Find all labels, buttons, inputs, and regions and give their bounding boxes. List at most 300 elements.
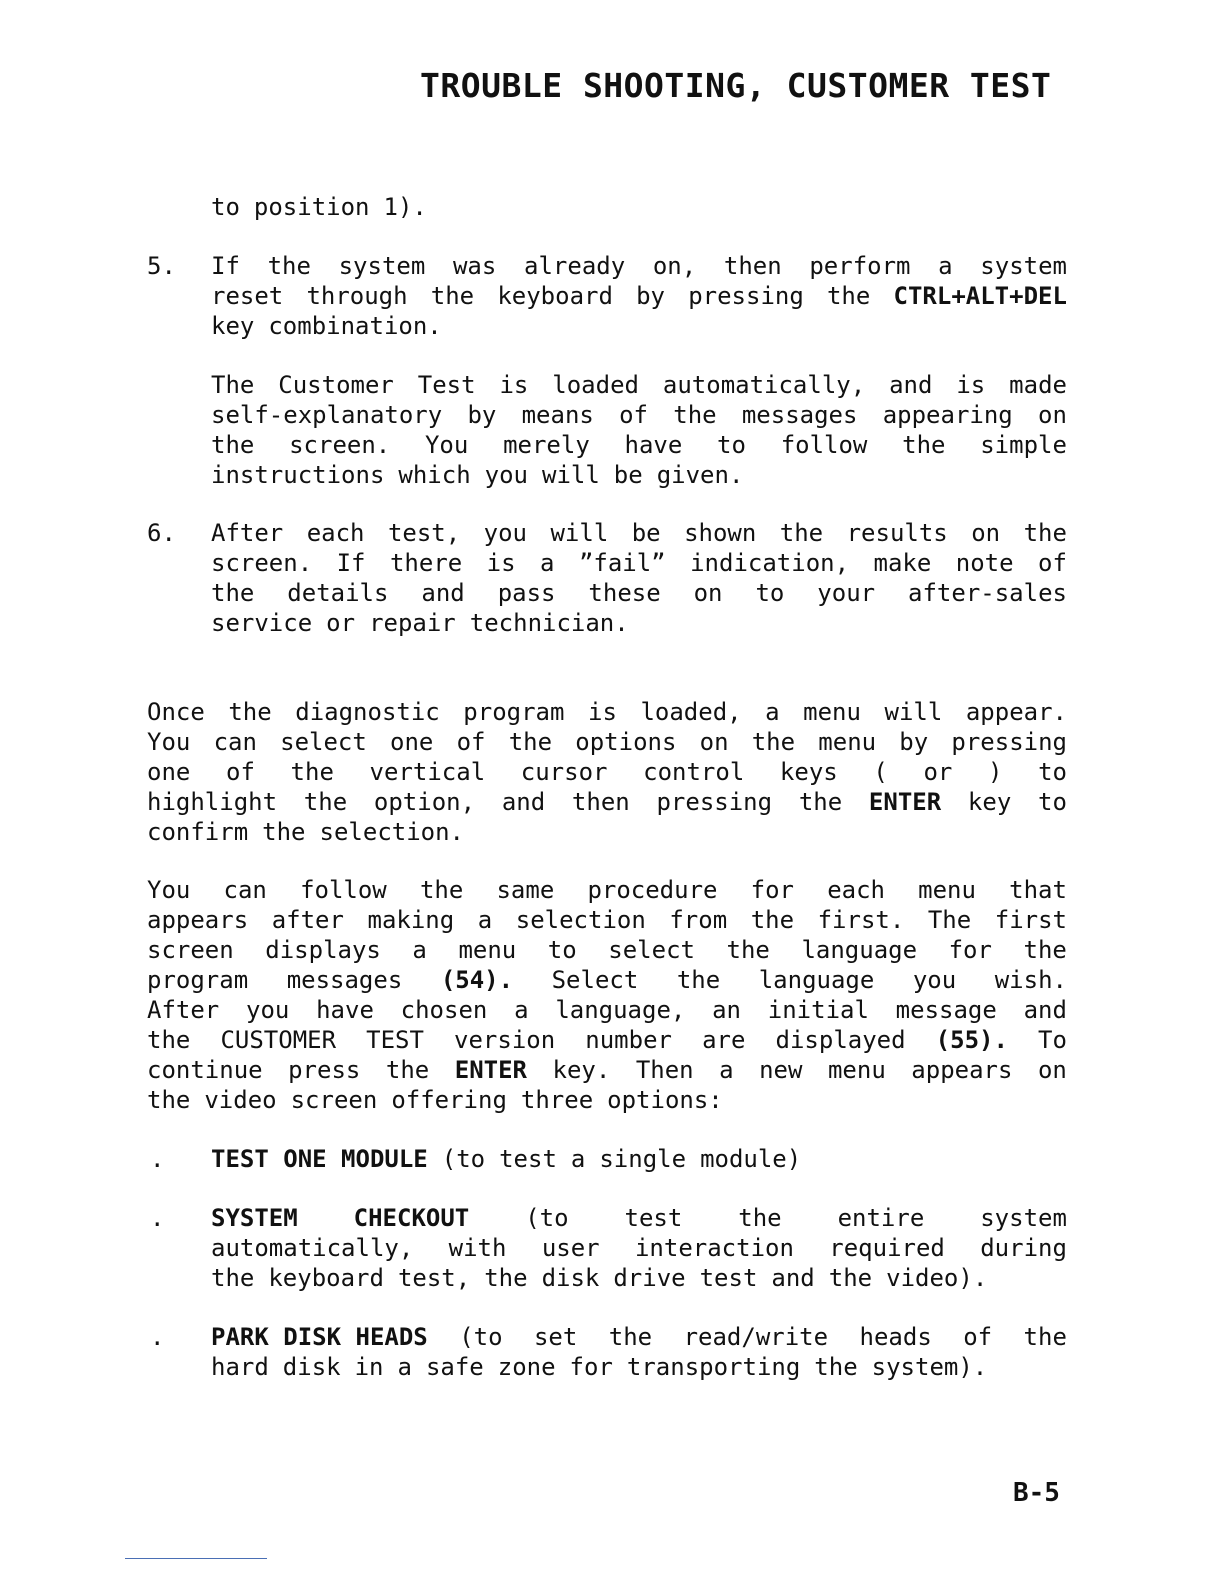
word: program bbox=[147, 966, 249, 994]
word: that bbox=[1009, 876, 1067, 904]
word: perform bbox=[809, 252, 911, 280]
word: the bbox=[290, 758, 334, 786]
word: to bbox=[547, 936, 577, 964]
figure-reference: (54). bbox=[440, 966, 514, 994]
text-line bbox=[211, 281, 1067, 311]
bullet: . bbox=[150, 1204, 165, 1232]
word: you bbox=[246, 996, 290, 1024]
word: already bbox=[524, 252, 626, 280]
word: Test bbox=[417, 371, 476, 399]
word: language bbox=[801, 936, 918, 964]
word: keyboard bbox=[268, 1264, 384, 1292]
word: language bbox=[758, 966, 875, 994]
word: test bbox=[624, 1204, 683, 1232]
word: for bbox=[948, 936, 992, 964]
menu-paragraph bbox=[147, 697, 1067, 847]
word: procedure bbox=[587, 876, 718, 904]
word: the bbox=[750, 906, 795, 934]
word: message bbox=[895, 996, 997, 1024]
word: one bbox=[147, 758, 191, 786]
word: of bbox=[1038, 549, 1067, 577]
word: user bbox=[541, 1234, 600, 1262]
text-line bbox=[211, 251, 1067, 281]
enter-key-label: ENTER bbox=[868, 788, 942, 816]
word: first bbox=[994, 906, 1067, 934]
word: The bbox=[211, 371, 255, 399]
step-number: 5. bbox=[147, 252, 176, 280]
word: menu bbox=[458, 936, 517, 964]
word: displays bbox=[265, 936, 381, 964]
word: ) bbox=[988, 758, 1003, 786]
word: (to bbox=[441, 1145, 486, 1173]
word: on bbox=[693, 579, 723, 607]
word: the bbox=[267, 252, 311, 280]
word: screen bbox=[290, 1086, 378, 1114]
word: test bbox=[699, 1264, 758, 1292]
step-5-note bbox=[211, 370, 1067, 490]
word: After bbox=[211, 519, 284, 547]
word: can bbox=[213, 728, 257, 756]
word: position bbox=[253, 193, 370, 221]
word: the bbox=[419, 876, 464, 904]
step-6-text bbox=[211, 518, 1067, 638]
word: for bbox=[569, 1353, 613, 1381]
word: a bbox=[477, 906, 493, 934]
word: You bbox=[147, 728, 191, 756]
text-line bbox=[147, 757, 1067, 787]
word: reset bbox=[211, 282, 284, 310]
word: transporting bbox=[626, 1353, 801, 1381]
word: the bbox=[798, 788, 843, 816]
word: is bbox=[486, 549, 516, 577]
word: option, bbox=[373, 788, 476, 816]
text-line bbox=[211, 311, 1067, 341]
continuation-text bbox=[211, 192, 511, 222]
option-name: CHECKOUT bbox=[353, 1204, 470, 1232]
word: to bbox=[755, 579, 785, 607]
word: the bbox=[751, 728, 796, 756]
word: highlight bbox=[147, 788, 278, 816]
word: test bbox=[499, 1145, 557, 1173]
footer-rule bbox=[125, 1558, 267, 1559]
word: ( bbox=[873, 758, 888, 786]
word: merely bbox=[503, 431, 590, 459]
word: TEST bbox=[366, 1026, 424, 1054]
text-line bbox=[211, 518, 1067, 548]
text-line bbox=[147, 727, 1067, 757]
word: new bbox=[759, 1056, 803, 1084]
word: version bbox=[454, 1026, 556, 1054]
word: system bbox=[980, 1204, 1067, 1232]
word: module) bbox=[700, 1145, 802, 1173]
word: program bbox=[463, 698, 565, 726]
word: diagnostic bbox=[295, 698, 440, 726]
word: from bbox=[669, 906, 728, 934]
word: on bbox=[971, 519, 1001, 547]
option-test-one-module bbox=[211, 1144, 1067, 1174]
word: on, bbox=[652, 252, 697, 280]
word: to bbox=[1038, 758, 1067, 786]
word: the bbox=[484, 1264, 528, 1292]
word: menu bbox=[827, 1056, 886, 1084]
word: menu bbox=[803, 698, 861, 726]
word: CUSTOMER bbox=[220, 1026, 337, 1054]
word: selection bbox=[515, 906, 646, 934]
word: menu bbox=[818, 728, 877, 756]
text-line bbox=[147, 875, 1067, 905]
word: number bbox=[585, 1026, 672, 1054]
word: is bbox=[588, 698, 617, 726]
word: continue bbox=[147, 1056, 263, 1084]
word: ”fail” bbox=[578, 549, 666, 577]
word: automatically, bbox=[211, 1234, 414, 1262]
word: After bbox=[147, 996, 220, 1024]
word: of bbox=[456, 728, 486, 756]
word: you bbox=[912, 966, 957, 994]
word: the bbox=[738, 1204, 782, 1232]
text-line bbox=[147, 1025, 1067, 1055]
page-number: B-5 bbox=[1013, 1478, 1060, 1508]
text-line bbox=[211, 608, 1067, 638]
word: after bbox=[271, 906, 344, 934]
text-line bbox=[147, 905, 1067, 935]
key-combination: CTRL+ALT+DEL bbox=[893, 282, 1067, 310]
word: loaded bbox=[552, 371, 639, 399]
word: keyboard bbox=[497, 282, 613, 310]
word: confirm bbox=[147, 818, 249, 846]
word: note bbox=[955, 549, 1014, 577]
word: then bbox=[571, 788, 630, 816]
figure-reference: (55). bbox=[935, 1026, 1008, 1054]
word: safe bbox=[425, 1353, 484, 1381]
word: and bbox=[501, 788, 546, 816]
word: a bbox=[719, 1056, 734, 1084]
word: entire bbox=[837, 1204, 925, 1232]
word: simple bbox=[980, 431, 1067, 459]
word: self-explanatory bbox=[211, 401, 443, 429]
text-line bbox=[211, 1144, 1067, 1174]
text-line bbox=[211, 460, 1067, 490]
word: made bbox=[1009, 371, 1067, 399]
text-line bbox=[147, 935, 1067, 965]
word: the bbox=[814, 1353, 858, 1381]
word: offering bbox=[391, 1086, 507, 1114]
word: to bbox=[717, 431, 746, 459]
word: Select bbox=[551, 966, 639, 994]
word: then bbox=[723, 252, 782, 280]
word: select bbox=[280, 728, 367, 756]
word: system). bbox=[871, 1353, 988, 1381]
text-line bbox=[211, 1233, 1067, 1263]
word: the bbox=[726, 936, 770, 964]
text-line bbox=[211, 370, 1067, 400]
word: during bbox=[980, 1234, 1067, 1262]
text-line bbox=[211, 192, 511, 222]
word: of bbox=[226, 758, 255, 786]
text-line bbox=[147, 1085, 1067, 1115]
word: system bbox=[980, 252, 1067, 280]
word: by bbox=[636, 282, 666, 310]
word: video bbox=[204, 1086, 277, 1114]
word: options bbox=[575, 728, 677, 756]
page-title: TROUBLE SHOOTING, CUSTOMER TEST bbox=[420, 66, 1052, 105]
word: follow bbox=[780, 431, 868, 459]
word: messages bbox=[286, 966, 403, 994]
word: means bbox=[521, 401, 594, 429]
step-number: 6. bbox=[147, 519, 176, 547]
word: these bbox=[588, 579, 661, 607]
option-park-disk-heads bbox=[211, 1322, 1067, 1382]
word: the bbox=[262, 818, 306, 846]
word: hard bbox=[211, 1353, 269, 1381]
word: with bbox=[448, 1234, 507, 1262]
word: the bbox=[211, 431, 255, 459]
procedure-paragraph bbox=[147, 875, 1067, 1115]
word: control bbox=[643, 758, 745, 786]
word: after-sales bbox=[908, 579, 1067, 607]
word: the bbox=[779, 519, 824, 547]
word: press bbox=[288, 1056, 361, 1084]
word: screen bbox=[147, 936, 234, 964]
word: one bbox=[390, 728, 434, 756]
word: three bbox=[520, 1086, 594, 1114]
word: of bbox=[963, 1323, 993, 1351]
word: a bbox=[938, 252, 953, 280]
word: first. bbox=[817, 906, 905, 934]
word: (to bbox=[525, 1204, 569, 1232]
word: and bbox=[421, 579, 465, 607]
word: options: bbox=[607, 1086, 723, 1114]
word: have bbox=[316, 996, 374, 1024]
word: the bbox=[1023, 936, 1067, 964]
word: wish. bbox=[994, 966, 1067, 994]
text-line bbox=[211, 578, 1067, 608]
word: To bbox=[1038, 1026, 1067, 1054]
word: (to bbox=[459, 1323, 503, 1351]
word: and bbox=[889, 371, 933, 399]
word: service bbox=[211, 609, 313, 637]
word: the bbox=[385, 1056, 430, 1084]
text-line bbox=[147, 995, 1067, 1025]
word: follow bbox=[300, 876, 387, 904]
word: a bbox=[514, 996, 529, 1024]
word: can bbox=[223, 876, 267, 904]
word: pressing bbox=[688, 282, 804, 310]
word: drive bbox=[613, 1264, 686, 1292]
word: technician. bbox=[469, 609, 629, 637]
word: chosen bbox=[400, 996, 488, 1024]
word: displayed bbox=[775, 1026, 906, 1054]
word: You bbox=[424, 431, 469, 459]
word: a bbox=[412, 936, 427, 964]
word: and bbox=[771, 1264, 815, 1292]
word: or bbox=[923, 758, 953, 786]
word: are bbox=[702, 1026, 746, 1054]
text-line bbox=[147, 965, 1067, 995]
word: instructions bbox=[211, 461, 385, 489]
word: on bbox=[1038, 401, 1067, 429]
word: messages bbox=[741, 401, 858, 429]
text-line bbox=[147, 1055, 1067, 1085]
word: selection. bbox=[319, 818, 465, 846]
word: a bbox=[397, 1353, 412, 1381]
option-name: SYSTEM bbox=[211, 1204, 298, 1232]
text-line bbox=[211, 1263, 1067, 1293]
word: screen. bbox=[289, 431, 391, 459]
word: key bbox=[211, 312, 255, 340]
word: the bbox=[211, 1264, 255, 1292]
word: same bbox=[496, 876, 555, 904]
word: shown bbox=[684, 519, 757, 547]
word: combination. bbox=[268, 312, 442, 340]
word: cursor bbox=[520, 758, 608, 786]
word: will bbox=[884, 698, 943, 726]
word: for bbox=[750, 876, 795, 904]
word: loaded, bbox=[640, 698, 742, 726]
word: is bbox=[499, 371, 529, 399]
option-name: PARK DISK HEADS bbox=[211, 1323, 428, 1351]
word: menu bbox=[918, 876, 976, 904]
word: the bbox=[303, 788, 348, 816]
word: be bbox=[631, 519, 661, 547]
word: system bbox=[338, 252, 426, 280]
option-system-checkout bbox=[211, 1203, 1067, 1293]
word: by bbox=[467, 401, 497, 429]
word: is bbox=[956, 371, 986, 399]
word: you bbox=[483, 519, 528, 547]
word: the bbox=[1023, 1323, 1067, 1351]
word: 1). bbox=[383, 193, 427, 221]
word: single bbox=[599, 1145, 687, 1173]
word: If bbox=[336, 549, 366, 577]
word: appear. bbox=[965, 698, 1067, 726]
word: on bbox=[1037, 1056, 1067, 1084]
word: key bbox=[967, 788, 1012, 816]
word: The bbox=[927, 906, 972, 934]
word: Then bbox=[635, 1056, 694, 1084]
word: making bbox=[367, 906, 455, 934]
word: the bbox=[147, 1086, 191, 1114]
word: will bbox=[542, 461, 600, 489]
step-5-text bbox=[211, 251, 1067, 341]
word: the bbox=[430, 282, 475, 310]
word: appears bbox=[911, 1056, 1013, 1084]
word: repair bbox=[369, 609, 456, 637]
word: there bbox=[389, 549, 463, 577]
word: you bbox=[484, 461, 528, 489]
word: of bbox=[619, 401, 648, 429]
word: make bbox=[873, 549, 932, 577]
text-line bbox=[147, 697, 1067, 727]
word: the bbox=[676, 966, 721, 994]
word: appears bbox=[147, 906, 249, 934]
text-line bbox=[147, 787, 1067, 817]
word: automatically, bbox=[662, 371, 866, 399]
bullet: . bbox=[150, 1323, 165, 1351]
word: to bbox=[211, 193, 240, 221]
word: language, bbox=[555, 996, 686, 1024]
word: the bbox=[828, 1264, 873, 1292]
word: required bbox=[829, 1234, 945, 1262]
enter-key-label: ENTER bbox=[454, 1056, 527, 1084]
word: each bbox=[827, 876, 885, 904]
word: a bbox=[570, 1145, 586, 1173]
word: appearing bbox=[882, 401, 1013, 429]
word: the bbox=[826, 282, 871, 310]
word: zone bbox=[497, 1353, 556, 1381]
text-line bbox=[147, 817, 1067, 847]
word: pressing bbox=[656, 788, 773, 816]
word: which bbox=[398, 461, 471, 489]
word: results bbox=[846, 519, 948, 547]
word: disk bbox=[541, 1264, 600, 1292]
word: test, bbox=[397, 1264, 471, 1292]
word: in bbox=[354, 1353, 384, 1381]
word: You bbox=[147, 876, 191, 904]
word: an bbox=[712, 996, 742, 1024]
word: pass bbox=[497, 579, 556, 607]
word: be bbox=[613, 461, 643, 489]
word: details bbox=[287, 579, 389, 607]
word: on bbox=[699, 728, 729, 756]
text-line bbox=[211, 430, 1067, 460]
word: screen. bbox=[211, 549, 313, 577]
word: set bbox=[533, 1323, 578, 1351]
option-name: TEST ONE MODULE bbox=[211, 1145, 428, 1173]
text-line bbox=[211, 400, 1067, 430]
text-line bbox=[211, 1352, 1067, 1382]
word: the bbox=[1023, 519, 1067, 547]
word: disk bbox=[282, 1353, 341, 1381]
word: to bbox=[1038, 788, 1067, 816]
word: each bbox=[306, 519, 365, 547]
word: the bbox=[211, 579, 255, 607]
word: and bbox=[1023, 996, 1067, 1024]
text-line bbox=[211, 1322, 1067, 1352]
word: by bbox=[899, 728, 929, 756]
word: was bbox=[452, 252, 497, 280]
word: heads bbox=[859, 1323, 932, 1351]
word: keys bbox=[779, 758, 838, 786]
word: vertical bbox=[369, 758, 486, 786]
bullet: . bbox=[150, 1145, 165, 1173]
word: video). bbox=[886, 1264, 988, 1292]
word: given. bbox=[656, 461, 744, 489]
word: the bbox=[228, 698, 272, 726]
word: key. bbox=[552, 1056, 611, 1084]
word: the bbox=[608, 1323, 653, 1351]
word: Customer bbox=[278, 371, 394, 399]
word: the bbox=[147, 1026, 191, 1054]
word: If bbox=[211, 252, 240, 280]
word: a bbox=[540, 549, 555, 577]
text-line bbox=[211, 1203, 1067, 1233]
word: read/write bbox=[683, 1323, 829, 1351]
word: will bbox=[550, 519, 609, 547]
word: the bbox=[508, 728, 553, 756]
word: through bbox=[306, 282, 408, 310]
word: a bbox=[765, 698, 780, 726]
word: indication, bbox=[690, 549, 850, 577]
word: Once bbox=[147, 698, 205, 726]
word: initial bbox=[767, 996, 869, 1024]
word: the bbox=[902, 431, 946, 459]
word: have bbox=[624, 431, 683, 459]
word: interaction bbox=[634, 1234, 794, 1262]
word: test, bbox=[387, 519, 461, 547]
text-line bbox=[211, 548, 1067, 578]
word: or bbox=[326, 609, 356, 637]
